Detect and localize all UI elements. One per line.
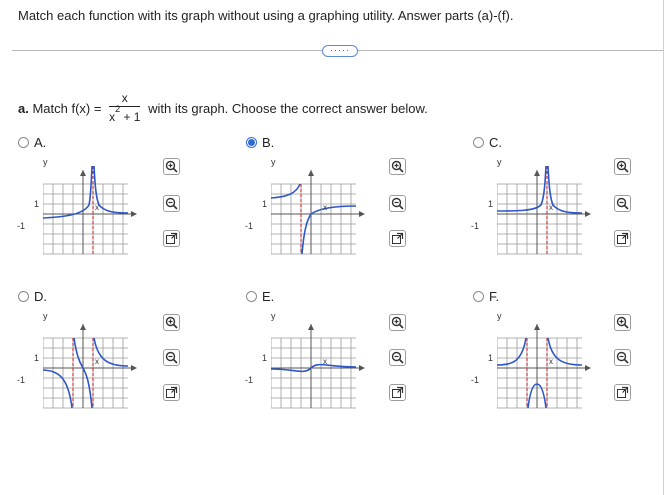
radio-c[interactable] — [473, 137, 484, 148]
instructions-text: Match each function with its graph without using a graphing utility. Answer parts (a)-(f). — [18, 8, 514, 23]
graph-c — [497, 160, 607, 265]
zoom-out-icon[interactable] — [614, 349, 631, 366]
denominator-base: x — [109, 110, 116, 124]
option-e-label: E. — [262, 289, 275, 304]
x-axis-label: x — [95, 203, 99, 212]
graph-a — [43, 160, 153, 265]
radio-b[interactable] — [246, 137, 257, 148]
x-axis-label: x — [323, 357, 327, 366]
fraction-denominator — [109, 104, 141, 124]
tick-label-neg-one: -1 — [471, 221, 480, 231]
denominator-rest: + 1 — [123, 110, 141, 124]
zoom-out-icon[interactable] — [163, 195, 180, 212]
x-axis-label: x — [549, 203, 553, 212]
option-e[interactable] — [246, 289, 274, 304]
option-d-label: D. — [34, 289, 47, 304]
expand-icon[interactable] — [163, 230, 180, 247]
zoom-in-icon[interactable] — [389, 158, 406, 175]
tick-label-neg-one: -1 — [17, 375, 26, 385]
option-b-label: B. — [262, 135, 275, 150]
expand-icon[interactable] — [614, 384, 631, 401]
y-axis-label: y — [271, 311, 276, 321]
more-button[interactable]: ····· — [322, 45, 358, 57]
zoom-in-icon[interactable] — [389, 314, 406, 331]
option-a[interactable] — [18, 135, 46, 150]
zoom-in-icon[interactable] — [163, 158, 180, 175]
expand-icon[interactable] — [163, 384, 180, 401]
y-axis-label: y — [497, 311, 502, 321]
zoom-in-icon[interactable] — [614, 314, 631, 331]
x-axis-label: x — [549, 357, 553, 366]
y-axis-label: y — [497, 157, 502, 167]
option-c-label: C. — [489, 135, 502, 150]
radio-d[interactable] — [18, 291, 29, 302]
radio-e[interactable] — [246, 291, 257, 302]
part-label: a. — [18, 100, 29, 116]
graph-d — [43, 314, 153, 419]
denominator-exponent: 2 — [115, 104, 121, 114]
zoom-in-icon[interactable] — [163, 314, 180, 331]
option-a-label: A. — [34, 135, 47, 150]
option-b[interactable] — [246, 135, 274, 150]
x-axis-label: x — [95, 357, 99, 366]
tick-label-one: 1 — [34, 353, 40, 363]
zoom-in-icon[interactable] — [614, 158, 631, 175]
option-c[interactable] — [473, 135, 502, 150]
tick-label-one: 1 — [34, 199, 40, 209]
tick-label-one: 1 — [262, 199, 268, 209]
graph-b — [271, 160, 381, 265]
tick-label-neg-one: -1 — [471, 375, 480, 385]
zoom-out-icon[interactable] — [614, 195, 631, 212]
graph-e — [271, 314, 381, 419]
zoom-out-icon[interactable] — [389, 195, 406, 212]
zoom-out-icon[interactable] — [163, 349, 180, 366]
option-d[interactable] — [18, 289, 47, 304]
question-prompt — [18, 93, 428, 126]
radio-a[interactable] — [18, 137, 29, 148]
fraction-numerator: x — [109, 91, 140, 107]
tick-label-neg-one: -1 — [17, 221, 26, 231]
tick-label-neg-one: -1 — [245, 375, 254, 385]
y-axis-label: y — [271, 157, 276, 167]
option-f[interactable] — [473, 289, 499, 304]
function-fraction — [109, 91, 140, 124]
y-axis-label: y — [43, 311, 48, 321]
expand-icon[interactable] — [389, 384, 406, 401]
question-suffix: with its graph. Choose the correct answer below. — [148, 100, 428, 116]
tick-label-one: 1 — [488, 353, 494, 363]
radio-f[interactable] — [473, 291, 484, 302]
option-f-label: F. — [489, 289, 500, 304]
y-axis-label: y — [43, 157, 48, 167]
question-prefix: Match f(x) = — [32, 100, 102, 116]
tick-label-one: 1 — [262, 353, 268, 363]
expand-icon[interactable] — [389, 230, 406, 247]
x-axis-label: x — [323, 203, 327, 212]
tick-label-one: 1 — [488, 199, 494, 209]
zoom-out-icon[interactable] — [389, 349, 406, 366]
graph-f — [497, 314, 607, 419]
expand-icon[interactable] — [614, 230, 631, 247]
tick-label-neg-one: -1 — [245, 221, 254, 231]
